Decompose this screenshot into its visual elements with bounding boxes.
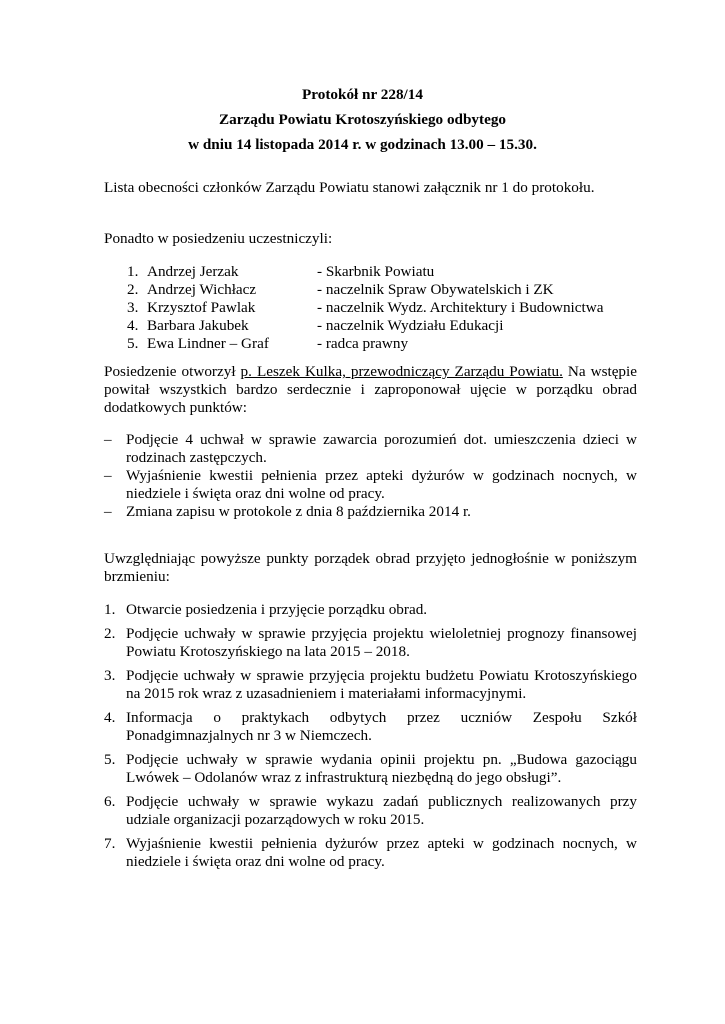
agenda-number: 3. — [104, 667, 116, 684]
opening-paragraph — [104, 363, 637, 417]
participant-row — [127, 317, 647, 335]
participant-number: 1. — [127, 263, 139, 280]
agenda-intro: Uwzględniając powyższe punkty porządek obrad przyjęto jednogłośnie w poniższym brzmieniu: — [104, 550, 637, 585]
protocol-board: Zarządu Powiatu Krotoszyńskiego odbytego — [218, 111, 507, 128]
protocol-title: Protokół nr 228/14 — [302, 86, 423, 103]
participant-role: - naczelnik Spraw Obywatelskich i ZK — [317, 281, 554, 298]
dash-marker: – — [104, 431, 112, 448]
dash-marker: – — [104, 503, 112, 520]
agenda-number: 4. — [104, 709, 116, 726]
opening-text-before: Posiedzenie otworzył — [104, 363, 241, 380]
agenda-text: Otwarcie posiedzenia i przyjęcie porządku obrad. — [126, 601, 428, 618]
agenda-text: Informacja o praktykach odbytych przez uczniów Zespołu Szkół Ponadgimnazjalnych nr 3 w Niemczech. — [126, 709, 637, 744]
participant-name: Barbara Jakubek — [147, 317, 249, 334]
opening-text-after: Na wstępie powitał wszystkich bardzo serdecznie i zaproponował ujęcie w porządku obrad dodatkowych punktów: — [104, 363, 637, 416]
agenda-text: Podjęcie uchwały w sprawie przyjęcia projektu wieloletniej prognozy finansowej Powiatu Krotoszyńskiego na lata 2015 – 2018. — [126, 625, 637, 660]
participant-name: Andrzej Wichłacz — [147, 281, 257, 298]
list-item-text: Zmiana zapisu w protokole z dnia 8 października 2014 r. — [126, 503, 471, 520]
agenda-number: 5. — [104, 751, 116, 768]
chairman-name: p. Leszek Kulka, przewodniczący Zarządu Powiatu. — [240, 363, 563, 380]
list-item — [104, 503, 637, 521]
agenda-item — [104, 601, 637, 619]
participant-number: 4. — [127, 317, 139, 334]
list-item-text: Podjęcie 4 uchwał w sprawie zawarcia porozumień dot. umieszczenia dzieci w rodzinach zastępczych. — [126, 431, 637, 466]
participant-number: 3. — [127, 299, 139, 316]
participant-row — [127, 335, 647, 353]
participant-role: - naczelnik Wydz. Architektury i Budownictwa — [317, 299, 604, 316]
participant-name: Ewa Lindner – Graf — [147, 335, 269, 352]
list-item — [104, 467, 637, 503]
protocol-date: w dniu 14 listopada 2014 r. w godzinach 13.00 – 15.30. — [188, 136, 537, 153]
agenda-text: Wyjaśnienie kwestii pełnienia dyżurów przez apteki w godzinach nocnych, w niedziele i święta oraz dni wolne od pracy. — [126, 835, 637, 870]
participants-intro: Ponadto w posiedzeniu uczestniczyli: — [104, 230, 333, 247]
agenda-number: 1. — [104, 601, 116, 618]
agenda-number: 6. — [104, 793, 116, 810]
agenda-list — [104, 601, 637, 877]
list-item-text: Wyjaśnienie kwestii pełnienia przez apteki dyżurów w godzinach nocnych, w niedziele i święta oraz dni wolne od pracy. — [126, 467, 637, 502]
additional-points-list — [104, 431, 637, 521]
participant-row — [127, 263, 647, 281]
agenda-item — [104, 709, 637, 745]
participant-row — [127, 299, 647, 317]
agenda-item — [104, 625, 637, 661]
agenda-number: 2. — [104, 625, 116, 642]
agenda-text: Podjęcie uchwały w sprawie wykazu zadań publicznych realizowanych przy udziale organizacji pozarządowych w roku 2015. — [126, 793, 637, 828]
list-item — [104, 431, 637, 467]
participant-role: - Skarbnik Powiatu — [317, 263, 435, 280]
protocol-header — [0, 86, 725, 161]
agenda-item — [104, 793, 637, 829]
participant-role: - radca prawny — [317, 335, 409, 352]
agenda-number: 7. — [104, 835, 116, 852]
attendance-note: Lista obecności członków Zarządu Powiatu stanowi załącznik nr 1 do protokołu. — [104, 179, 595, 196]
agenda-item — [104, 667, 637, 703]
agenda-item — [104, 835, 637, 871]
agenda-text: Podjęcie uchwały w sprawie przyjęcia projektu budżetu Powiatu Krotoszyńskiego na 2015 rok wraz z uzasadnieniem i materiałami informacyjnymi. — [126, 667, 637, 702]
participant-role: - naczelnik Wydziału Edukacji — [317, 317, 504, 334]
participant-number: 2. — [127, 281, 139, 298]
participant-name: Krzysztof Pawlak — [147, 299, 256, 316]
agenda-text: Podjęcie uchwały w sprawie wydania opinii projektu pn. „Budowa gazociągu Lwówek – Odolanów wraz z infrastrukturą niezbędną do jego obsługi”. — [126, 751, 637, 786]
agenda-item — [104, 751, 637, 787]
participant-number: 5. — [127, 335, 139, 352]
participant-row — [127, 281, 647, 299]
participants-list — [127, 263, 647, 353]
dash-marker: – — [104, 467, 112, 484]
participant-name: Andrzej Jerzak — [147, 263, 239, 280]
